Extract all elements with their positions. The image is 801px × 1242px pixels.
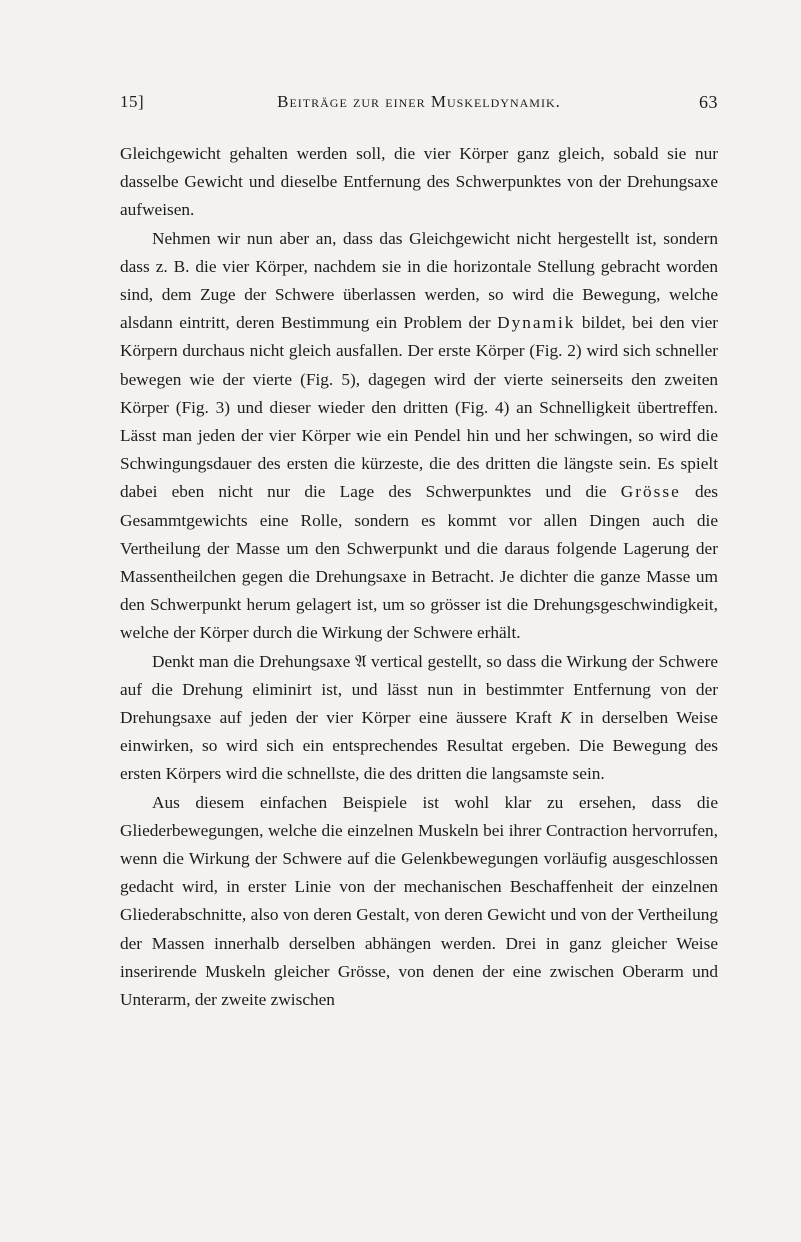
text-run: Nehmen wir nun aber an, dass das Gleichgewicht nicht hergestellt ist, sondern dass z. B. die vier Körper, nachdem sie in die horizontale Stellung gebracht worden sind, dem Zuge der Schwere überlassen werden, so wird die Bewegung, welche alsdann eintritt, deren Bestimmung ein Problem der — [120, 228, 718, 333]
page-number: 63 — [699, 92, 718, 112]
text-run: Denkt man die Drehungsaxe 𝔄 vertical gestellt, so dass die Wirkung der Schwere auf die Drehung eliminirt ist, und lässt nun in bestimmter Entfernung von der Drehungsaxe auf jeden der vier Körper eine äussere Kraft — [120, 651, 718, 728]
body-text — [120, 140, 718, 1014]
emphasis-italic: K — [560, 708, 572, 728]
page-reference: 15] — [120, 92, 145, 111]
text-run: bildet, bei den vier Körpern durchaus nicht gleich ausfallen. Der erste Körper (Fig. 2) wird sich schneller bewegen wie der vierte (Fig. 5), dagegen wird der vierte seinerseits den zweiten Körper (Fig. 3) und dieser wieder den dritten (Fig. 4) an Schnelligkeit übertreffen. Lässt man jeden der vier Körper wie ein Pendel hin und her schwingen, so wird die Schwingungsdauer des ersten die kürzeste, die des dritten die längste sein. Es spielt dabei eben nicht nur die Lage des Schwerpunktes und die — [120, 313, 719, 502]
text-run: in derselben Weise einwirken, so wird sich ein entsprechendes Resultat ergeben. Die Bewegung des ersten Körpers wird die schnellste, die des dritten die langsamste sein. — [120, 708, 718, 784]
paragraph-3 — [120, 648, 718, 789]
running-title: Beiträge zur einer Muskeldynamik. — [277, 92, 561, 111]
emphasis-spaced: Dynamik — [497, 313, 576, 333]
text-run: Gleichgewicht gehalten werden soll, die vier Körper ganz gleich, sobald sie nur dasselbe Gewicht und dieselbe Entfernung des Schwerpunktes von der Drehungsaxe aufweisen. — [120, 144, 718, 220]
text-run: des Gesammtgewichts eine Rolle, sondern es kommt vor allen Dingen auch die Vertheilung der Masse um den Schwerpunkt und die daraus folgende Lagerung der Massentheilchen gegen die Drehungsaxe in Betracht. Je dichter die ganze Masse um den Schwerpunkt herum gelagert ist, um so grösser ist die Drehungsgeschwindigkeit, welche der Körper durch die Wirkung der Schwere erhält. — [120, 482, 718, 643]
text-run: Aus diesem einfachen Beispiele ist wohl klar zu ersehen, dass die Gliederbewegungen, welche die einzelnen Muskeln bei ihrer Contraction hervorrufen, wenn die Wirkung der Schwere auf die Gelenkbewegungen vorläufig ausgeschlossen gedacht wird, in erster Linie von der mechanischen Beschaffenheit der einzelnen Gliederabschnitte, also von deren Gestalt, von deren Gewicht und von der Vertheilung der Massen innerhalb derselben abhängen werden. Drei in ganz gleicher Weise inserirende Muskeln gleicher Grösse, von denen der eine zwischen Oberarm und Unterarm, der zweite zwischen — [120, 792, 718, 1010]
paragraph-1 — [120, 140, 718, 225]
paragraph-2 — [120, 225, 718, 648]
page-header — [120, 92, 718, 118]
paragraph-4 — [120, 789, 718, 1015]
emphasis-spaced: Grösse — [620, 482, 681, 502]
